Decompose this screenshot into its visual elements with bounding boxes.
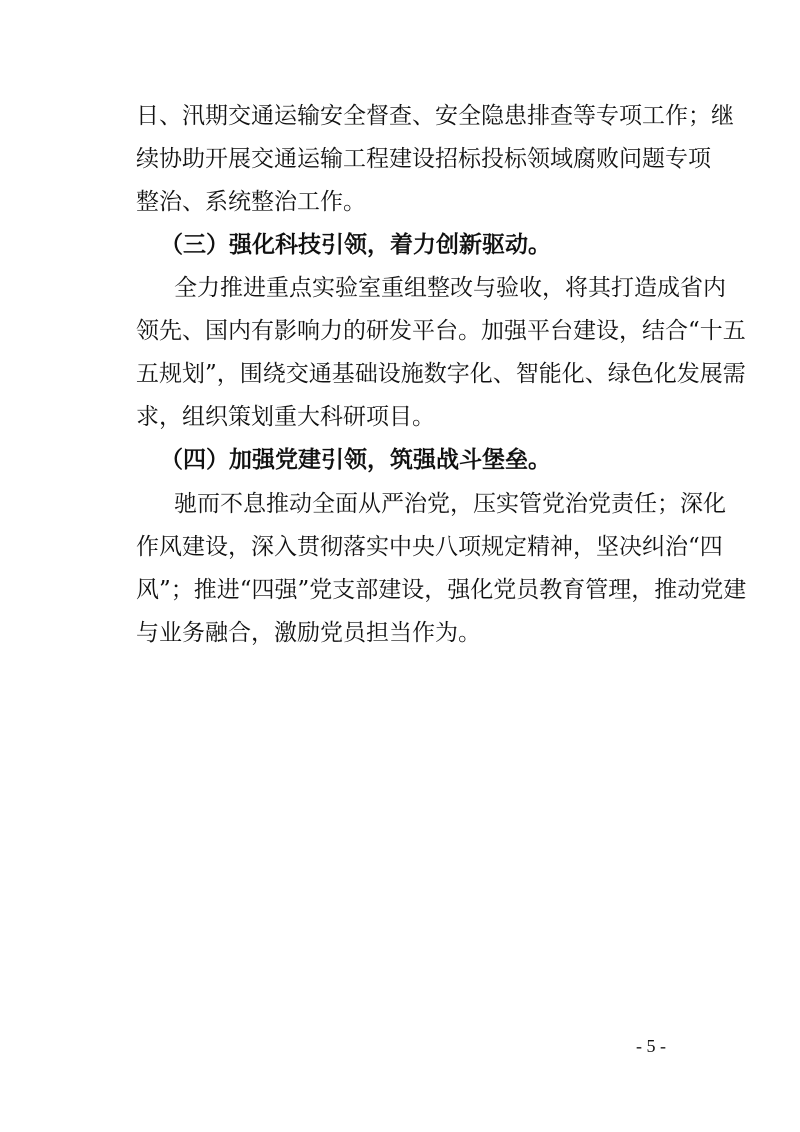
paragraph-line: 作风建设，深入贯彻落实中央八项规定精神，坚决纠治“四 [136, 534, 723, 560]
paragraph-line: 驰而不息推动全面从严治党，压实管党治党责任；深化 [174, 491, 726, 517]
paragraph-line: 与业务融合，激励党员担当作为。 [136, 620, 481, 646]
paragraph-line: 日、汛期交通运输安全督查、安全隐患排查等专项工作；继 [136, 103, 734, 129]
paragraph-line: 整治、系统整治工作。 [136, 189, 366, 215]
paragraph-line: 风”；推进“四强”党支部建设，强化党员教育管理，推动党建 [136, 577, 747, 603]
section-heading-3: （三）强化科技引领，着力创新驱动。 [160, 231, 551, 258]
paragraph-line: 求，组织策划重大科研项目。 [136, 404, 435, 430]
section-heading-4: （四）加强党建引领，筑强战斗堡垒。 [160, 446, 551, 473]
page-number: - 5 - [636, 1036, 666, 1056]
paragraph-line: 五规划”，围绕交通基础设施数字化、智能化、绿色化发展需 [136, 361, 746, 387]
paragraph-line: 续协助开展交通运输工程建设招标投标领域腐败问题专项 [136, 146, 711, 172]
paragraph-line: 全力推进重点实验室重组整改与验收，将其打造成省内 [174, 275, 726, 301]
paragraph-line: 领先、国内有影响力的研发平台。加强平台建设，结合“十五 [136, 318, 746, 344]
